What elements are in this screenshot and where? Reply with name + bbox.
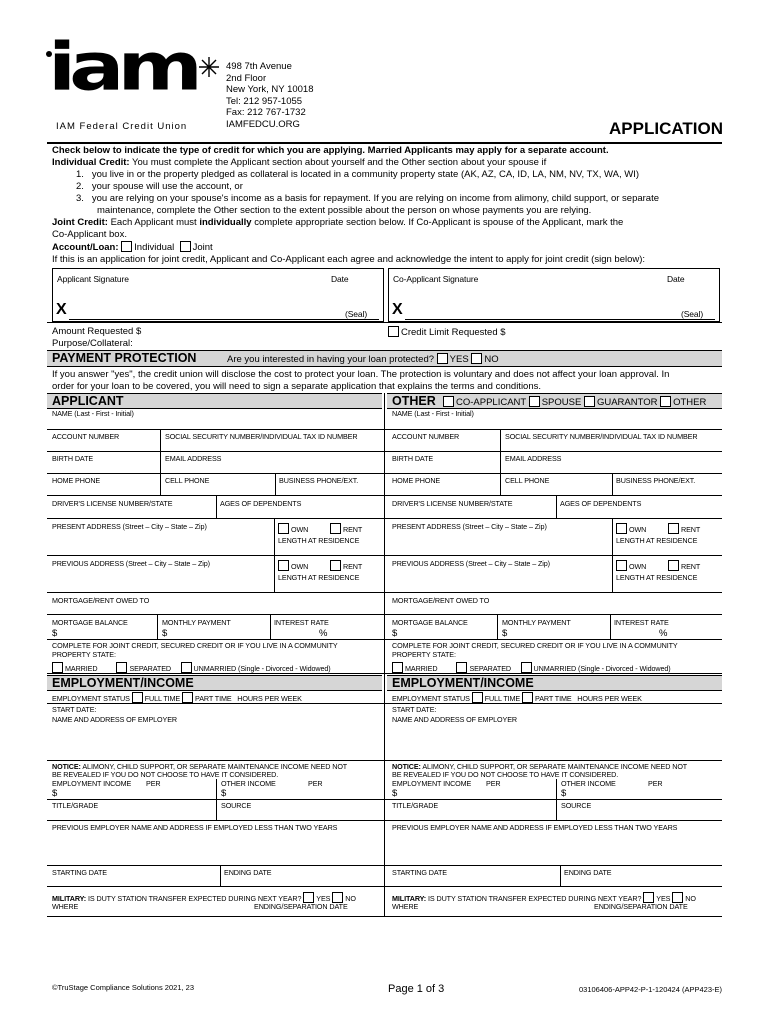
- guarantor-checkbox[interactable]: [584, 396, 595, 407]
- credit-limit-checkbox[interactable]: [388, 326, 399, 337]
- co-applicant-date-label: Date: [667, 274, 685, 284]
- applicant-marital-status: MARRIED SEPARATED UNMARRIED (Single - Divorced - Widowed): [52, 662, 331, 673]
- applicant-previous-own[interactable]: OWN: [278, 560, 308, 571]
- joint-checkbox[interactable]: [180, 241, 191, 252]
- payment-protection-question: Are you interested in having your loan protected? YES NO: [227, 354, 499, 365]
- logo: [48, 29, 218, 132]
- applicant-signature-box[interactable]: [52, 268, 384, 322]
- amount-requested-field[interactable]: Amount Requested $: [52, 326, 142, 337]
- applicant-complete-joint: COMPLETE FOR JOINT CREDIT, SECURED CREDIT OR IF YOU LIVE IN A COMMUNITY: [52, 641, 338, 650]
- applicant-previous-address[interactable]: PREVIOUS ADDRESS (Street – City – State – Zip): [52, 559, 210, 568]
- payment-protection-text-2: order for your loan to be covered, you will need to sign a separate application that explains the terms and conditions.: [52, 381, 542, 392]
- applicant-email[interactable]: EMAIL ADDRESS: [165, 454, 222, 463]
- other-other-income-per: PER: [648, 779, 663, 788]
- applicant-drivers-license[interactable]: DRIVER'S LICENSE NUMBER/STATE: [52, 499, 173, 508]
- other-employment-status: EMPLOYMENT STATUS FULL TIME PART TIME HOURS PER WEEK: [392, 694, 642, 703]
- other-employment-income[interactable]: EMPLOYMENT INCOME: [392, 779, 472, 788]
- footer-copyright: ©TruStage Compliance Solutions 2021, 23: [52, 983, 194, 992]
- other-complete-joint: COMPLETE FOR JOINT CREDIT, SECURED CREDIT OR IF YOU LIVE IN A COMMUNITY: [392, 641, 678, 650]
- applicant-signature-label: Applicant Signature: [57, 274, 129, 284]
- other-previous-length[interactable]: LENGTH AT RESIDENCE: [616, 573, 698, 582]
- applicant-title-grade[interactable]: TITLE/GRADE: [52, 801, 99, 810]
- other-birth-date[interactable]: BIRTH DATE: [392, 454, 434, 463]
- applicant-ssn[interactable]: SOCIAL SECURITY NUMBER/INDIVIDUAL TAX ID NUMBER: [165, 432, 358, 441]
- org-name: IAM Federal Credit Union: [56, 121, 188, 132]
- married-checkbox[interactable]: [52, 662, 63, 673]
- credit-limit-field[interactable]: Credit Limit Requested $: [388, 326, 506, 338]
- other-account-number[interactable]: ACCOUNT NUMBER: [392, 432, 460, 441]
- protection-yes-checkbox[interactable]: [437, 353, 448, 364]
- applicant-notice: NOTICE: ALIMONY, CHILD SUPPORT, OR SEPARATE MAINTENANCE INCOME NEED NOT: [52, 762, 348, 771]
- applicant-previous-length[interactable]: LENGTH AT RESIDENCE: [278, 573, 360, 582]
- other-mortgage-owed[interactable]: MORTGAGE/RENT OWED TO: [392, 596, 490, 605]
- other-other-income[interactable]: OTHER INCOME: [561, 779, 616, 788]
- other-present-rent-checkbox[interactable]: [668, 523, 679, 534]
- present-rent-checkbox[interactable]: [330, 523, 341, 534]
- applicant-start-date[interactable]: START DATE:: [52, 705, 97, 714]
- other-present-rent[interactable]: RENT: [668, 523, 700, 534]
- applicant-balance-dollar: $: [52, 628, 58, 639]
- other-checkbox[interactable]: [660, 396, 671, 407]
- other-monthly-payment[interactable]: MONTHLY PAYMENT: [502, 618, 571, 627]
- separated-checkbox[interactable]: [116, 662, 127, 673]
- other-other-income-dollar: $: [561, 788, 567, 799]
- other-ssn[interactable]: SOCIAL SECURITY NUMBER/INDIVIDUAL TAX ID NUMBER: [505, 432, 698, 441]
- individual-item-1: 1. you live in or the property pledged as collateral is located in a community property state (AK, AZ, CA, ID, LA, NM, NV, TX, WA, WI): [76, 169, 640, 180]
- protection-no-checkbox[interactable]: [471, 353, 482, 364]
- individual-credit-text: Individual Credit: You must complete the Applicant section about yourself and the Other section about your spouse if: [52, 157, 547, 168]
- other-section-title: OTHER: [392, 394, 436, 408]
- logo-wordmark: iam: [48, 29, 196, 106]
- other-home-phone[interactable]: HOME PHONE: [392, 476, 441, 485]
- other-full-time-checkbox[interactable]: [472, 692, 483, 703]
- address-phone: Tel: 212 957-1055: [226, 95, 303, 107]
- applicant-employment-status: EMPLOYMENT STATUS FULL TIME PART TIME HOURS PER WEEK: [52, 694, 302, 703]
- other-separated-checkbox[interactable]: [456, 662, 467, 673]
- other-ending-date[interactable]: ENDING DATE: [564, 868, 612, 877]
- part-time-checkbox[interactable]: [182, 692, 193, 703]
- other-unmarried-checkbox[interactable]: [521, 662, 532, 673]
- applicant-other-income-per: PER: [308, 779, 323, 788]
- applicant-business-phone[interactable]: BUSINESS PHONE/EXT.: [279, 476, 359, 485]
- other-previous-address[interactable]: PREVIOUS ADDRESS (Street – City – State – Zip): [392, 559, 550, 568]
- other-property-state: PROPERTY STATE:: [392, 650, 456, 659]
- other-title-grade[interactable]: TITLE/GRADE: [392, 801, 439, 810]
- address-website: IAMFEDCU.ORG: [226, 118, 300, 130]
- other-drivers-license[interactable]: DRIVER'S LICENSE NUMBER/STATE: [392, 499, 513, 508]
- purpose-collateral-field[interactable]: Purpose/Collateral:: [52, 338, 133, 349]
- other-ages-dependents[interactable]: AGES OF DEPENDENTS: [560, 499, 642, 508]
- other-previous-employer[interactable]: PREVIOUS EMPLOYER NAME AND ADDRESS IF EMPLOYED LESS THAN TWO YEARS: [392, 823, 678, 832]
- address-line-2: 2nd Floor: [226, 72, 267, 84]
- applicant-source[interactable]: SOURCE: [221, 801, 252, 810]
- joint-credit-cont: Co-Applicant box.: [52, 229, 127, 240]
- other-starting-date[interactable]: STARTING DATE: [392, 868, 448, 877]
- applicant-notice-cont: BE REVEALED IF YOU DO NOT CHOOSE TO HAVE IT CONSIDERED.: [52, 770, 279, 779]
- other-notice-cont: BE REVEALED IF YOU DO NOT CHOOSE TO HAVE IT CONSIDERED.: [392, 770, 619, 779]
- unmarried-checkbox[interactable]: [181, 662, 192, 673]
- individual-item-3: 3. you are relying on your spouse's income as a basis for repayment. If you are relying on income from alimony, child support, or separate: [76, 193, 660, 204]
- other-mortgage-balance[interactable]: MORTGAGE BALANCE: [392, 618, 468, 627]
- other-business-phone[interactable]: BUSINESS PHONE/EXT.: [616, 476, 696, 485]
- applicant-employer-name[interactable]: NAME AND ADDRESS OF EMPLOYER: [52, 715, 178, 724]
- applicant-present-address[interactable]: PRESENT ADDRESS (Street – City – State – Zip): [52, 522, 207, 531]
- applicant-monthly-payment[interactable]: MONTHLY PAYMENT: [162, 618, 231, 627]
- joint-credit-text: Joint Credit: Each Applicant must individually complete appropriate section below. If Co-Applicant is spouse of the Applicant, mark the: [52, 217, 624, 228]
- other-previous-rent-checkbox[interactable]: [668, 560, 679, 571]
- applicant-income-per: PER: [146, 779, 161, 788]
- other-previous-rent[interactable]: RENT: [668, 560, 700, 571]
- applicant-starting-date[interactable]: STARTING DATE: [52, 868, 108, 877]
- co-applicant-seal: (Seal): [681, 309, 704, 319]
- address-line-1: 498 7th Avenue: [226, 61, 292, 72]
- individual-item-2: 2. your spouse will use the account, or: [76, 181, 243, 192]
- payment-protection-title: PAYMENT PROTECTION: [52, 351, 197, 365]
- other-name-field[interactable]: NAME (Last - First - Initial): [392, 409, 474, 418]
- applicant-ending-date[interactable]: ENDING DATE: [224, 868, 272, 877]
- other-married-checkbox[interactable]: [392, 662, 403, 673]
- applicant-interest-percent: %: [319, 628, 328, 639]
- other-present-own-checkbox[interactable]: [616, 523, 627, 534]
- applicant-interest-rate[interactable]: INTEREST RATE: [274, 618, 329, 627]
- applicant-other-income[interactable]: OTHER INCOME: [221, 779, 276, 788]
- full-time-checkbox[interactable]: [132, 692, 143, 703]
- co-applicant-signature-label: Co-Applicant Signature: [393, 274, 479, 284]
- applicant-other-income-dollar: $: [221, 788, 227, 799]
- present-own-checkbox[interactable]: [278, 523, 289, 534]
- applicant-name-field[interactable]: NAME (Last - First - Initial): [52, 409, 134, 418]
- other-previous-own[interactable]: OWN: [616, 560, 646, 571]
- applicant-date-label: Date: [331, 274, 349, 284]
- other-marital-status: MARRIED SEPARATED UNMARRIED (Single - Divorced - Widowed): [392, 662, 671, 673]
- applicant-previous-rent[interactable]: RENT: [330, 560, 362, 571]
- spouse-checkbox[interactable]: [529, 396, 540, 407]
- applicant-property-state: PROPERTY STATE:: [52, 650, 116, 659]
- footer-page-number: Page 1 of 3: [388, 983, 445, 995]
- applicant-seal: (Seal): [345, 309, 368, 319]
- applicant-birth-date[interactable]: BIRTH DATE: [52, 454, 94, 463]
- other-military: MILITARY: IS DUTY STATION TRANSFER EXPECTED DURING NEXT YEAR? YES NO: [392, 894, 696, 903]
- applicant-ending-separation[interactable]: ENDING/SEPARATION DATE: [254, 902, 348, 911]
- other-previous-own-checkbox[interactable]: [616, 560, 627, 571]
- other-interest-rate[interactable]: INTEREST RATE: [614, 618, 669, 627]
- payment-protection-bar: [47, 350, 722, 367]
- footer-form-number: 03106406-APP42-P-1-120424 (APP423-E): [578, 985, 722, 994]
- other-source[interactable]: SOURCE: [561, 801, 592, 810]
- applicant-ages-dependents[interactable]: AGES OF DEPENDENTS: [220, 499, 302, 508]
- applicant-previous-employer[interactable]: PREVIOUS EMPLOYER NAME AND ADDRESS IF EMPLOYED LESS THAN TWO YEARS: [52, 823, 338, 832]
- other-part-time-checkbox[interactable]: [522, 692, 533, 703]
- other-present-own[interactable]: OWN: [616, 523, 646, 534]
- joint-statement: If this is an application for joint credit, Applicant and Co-Applicant each agree and acknowledge the intent to apply for joint credit (sign below):: [52, 254, 646, 265]
- applicant-home-phone[interactable]: HOME PHONE: [52, 476, 101, 485]
- address-fax: Fax: 212 767-1732: [226, 107, 306, 119]
- previous-own-checkbox[interactable]: [278, 560, 289, 571]
- other-where[interactable]: WHERE: [392, 902, 419, 911]
- applicant-cell-phone[interactable]: CELL PHONE: [165, 476, 210, 485]
- applicant-payment-dollar: $: [162, 628, 168, 639]
- page-title: APPLICATION: [609, 119, 723, 138]
- other-income-dollar: $: [392, 788, 398, 799]
- other-present-length[interactable]: LENGTH AT RESIDENCE: [616, 536, 698, 545]
- individual-checkbox[interactable]: [121, 241, 132, 252]
- applicant-section-bar: [47, 393, 382, 409]
- co-applicant-checkbox[interactable]: [443, 396, 454, 407]
- other-employment-title: EMPLOYMENT/INCOME: [392, 676, 534, 690]
- other-balance-dollar: $: [392, 628, 398, 639]
- co-applicant-signature-box[interactable]: [388, 268, 720, 322]
- applicant-present-rent[interactable]: RENT: [330, 523, 362, 534]
- applicant-mortgage-owed[interactable]: MORTGAGE/RENT OWED TO: [52, 596, 150, 605]
- other-section-bar: [387, 393, 722, 409]
- credit-instruction: Check below to indicate the type of credit for which you are applying. Married Applicants may apply for a separate account.: [52, 145, 609, 156]
- applicant-section-title: APPLICANT: [52, 394, 124, 408]
- applicant-present-own[interactable]: OWN: [278, 523, 308, 534]
- payment-protection-text-1: If you answer "yes", the credit union will disclose the cost to protect your loan. The protection is voluntary and does not affect your loan approval. In: [52, 369, 670, 380]
- applicant-present-length[interactable]: LENGTH AT RESIDENCE: [278, 536, 360, 545]
- previous-rent-checkbox[interactable]: [330, 560, 341, 571]
- other-options: CO-APPLICANT SPOUSE GUARANTOR OTHER: [443, 396, 706, 408]
- org-address: [226, 61, 314, 131]
- applicant-employment-income[interactable]: EMPLOYMENT INCOME: [52, 779, 132, 788]
- account-loan-row: Account/Loan: Individual Joint: [52, 242, 213, 253]
- applicant-account-number[interactable]: ACCOUNT NUMBER: [52, 432, 120, 441]
- applicant-mortgage-balance[interactable]: MORTGAGE BALANCE: [52, 618, 128, 627]
- applicant-military: MILITARY: IS DUTY STATION TRANSFER EXPECTED DURING NEXT YEAR? YES NO: [52, 894, 356, 903]
- other-notice: NOTICE: ALIMONY, CHILD SUPPORT, OR SEPARATE MAINTENANCE INCOME NEED NOT: [392, 762, 688, 771]
- individual-item-3-cont: maintenance, complete the Other section to the extent possible about the person on whose payments you are relying.: [97, 205, 592, 216]
- co-applicant-x-mark: X: [392, 301, 403, 318]
- other-present-address[interactable]: PRESENT ADDRESS (Street – City – State – Zip): [392, 522, 547, 531]
- address-line-3: New York, NY 10018: [226, 84, 314, 96]
- other-payment-dollar: $: [502, 628, 508, 639]
- logo-star-icon: [198, 56, 220, 78]
- applicant-x-mark: X: [56, 301, 67, 318]
- other-email[interactable]: EMAIL ADDRESS: [505, 454, 562, 463]
- other-employer-name[interactable]: NAME AND ADDRESS OF EMPLOYER: [392, 715, 518, 724]
- applicant-employment-title: EMPLOYMENT/INCOME: [52, 676, 194, 690]
- applicant-income-dollar: $: [52, 788, 58, 799]
- other-cell-phone[interactable]: CELL PHONE: [505, 476, 550, 485]
- other-interest-percent: %: [659, 628, 668, 639]
- other-start-date[interactable]: START DATE:: [392, 705, 437, 714]
- applicant-employment-bar: [47, 675, 382, 691]
- other-ending-separation[interactable]: ENDING/SEPARATION DATE: [594, 902, 688, 911]
- other-income-per: PER: [486, 779, 501, 788]
- applicant-where[interactable]: WHERE: [52, 902, 79, 911]
- other-employment-bar: [387, 675, 722, 691]
